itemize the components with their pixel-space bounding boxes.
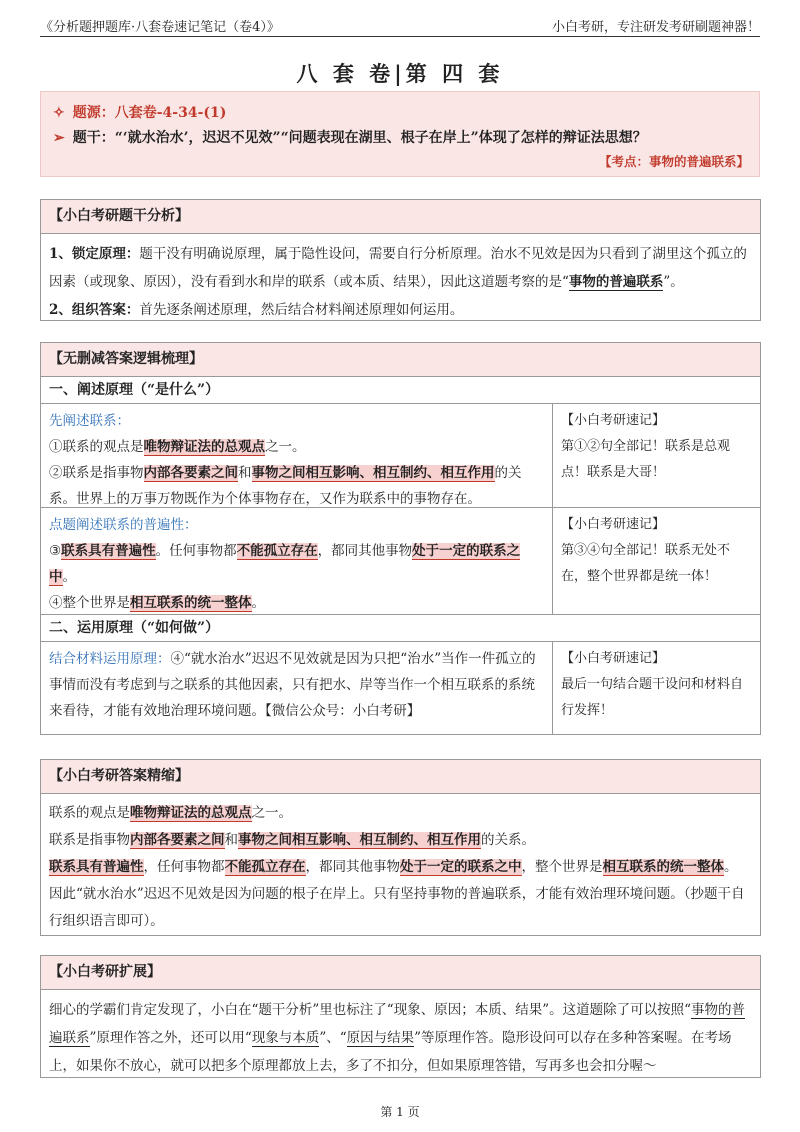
logic-row-1-note: 【小白考研速记】 第①②句全部记！联系是总观点！联系是大哥！ (561, 413, 731, 480)
logic-section-2: 二、运用原理（“如何做”） (41, 615, 760, 642)
summary-line-4: 因此“就水治水”迟迟不见效是因为问题的根子在岸上。只有坚持事物的普遍联系，才能有效治理环境问题。（抄题干自行组织语言即可）。 (49, 886, 745, 929)
arrow-icon: ➢ (53, 130, 65, 146)
logic-row-1 (41, 404, 760, 508)
question-source: ✧ 题源：八套卷-4-34-(1) (53, 105, 227, 121)
analysis-para-2: 2、组织答案：首先逐条阐述原理，然后结合材料阐述原理如何运用。 (49, 302, 464, 318)
analysis-body (41, 234, 760, 330)
page-header (40, 14, 760, 37)
analysis-para-1: 1、锁定原理：题干没有明确说原理，属于隐性设问，需要自行分析原理。治水不见效是因为只看到了湖里这个孤立的因素（或现象、原因），没有看到水和岸的联系（或本质、结果），因此这道题考察的是“事物的普遍联系”。 (49, 246, 747, 290)
extension-heading: 【小白考研扩展】 (41, 956, 760, 990)
logic-row-2-note: 【小白考研速记】 第③④句全部记！联系无处不在，整个世界都是统一体！ (561, 517, 731, 584)
header-left-text: 《分析题押题库·八套卷速记笔记（卷4）》 (40, 20, 280, 35)
logic-row-1-left (41, 404, 553, 507)
logic-row-1-title: 先阐述联系： (49, 413, 130, 429)
logic-row-2 (41, 508, 760, 615)
question-point: 【考点：事物的普遍联系】 (598, 154, 749, 169)
logic-row-3-text: 结合材料运用原理：④“就水治水”迟迟不见效就是因为只把“治水”当作一件孤立的事情而没有考虑到与之联系的其他因素，只有把水、岸等当作一个相互联系的系统来看待，才能有效地治理环境问题。【微信公众号：小白考研】 (49, 651, 536, 719)
logic-row-2-left (41, 508, 553, 614)
extension-body: 细心的学霸们肯定发现了，小白在“题干分析”里也标注了“现象、原因；本质、结果”。这道题除了可以按照“事物的普遍联系”原理作答之外，还可以用“现象与本质”、“原因与结果”等原理作答。隐形设问可以存在多种答案喔。在考场上，如果你不放心，就可以把多个原理都放上去，多了不扣分，但如果原理答错，写再多也会扣分喔～ (49, 1002, 746, 1074)
summary-line-2: 联系是指事物内部各要素之间和事物之间相互影响、相互制约、相互作用的关系。 (49, 832, 535, 848)
logic-section-1: 一、阐述原理（“是什么”） (41, 377, 760, 404)
analysis-heading: 【小白考研题干分析】 (41, 200, 760, 234)
logic-row-2-title: 点题阐述联系的普遍性： (49, 517, 198, 533)
diamond-icon: ✧ (53, 105, 65, 121)
logic-heading: 【无删减答案逻辑梳理】 (41, 343, 760, 377)
page-title: 八 套 卷|第 四 套 (296, 61, 504, 86)
summary-heading: 【小白考研答案精缩】 (41, 760, 760, 794)
logic-row-3 (41, 642, 760, 735)
logic-row-2-line-1: ③联系具有普遍性。任何事物都不能孤立存在，都同其他事物处于一定的联系之中。 (49, 543, 521, 585)
extension-card (40, 955, 761, 1078)
logic-card (40, 342, 761, 735)
logic-row-1-line-1: ①联系的观点是唯物辩证法的总观点之一。 (49, 439, 306, 455)
analysis-card (40, 199, 761, 321)
header-right-text: 小白考研，专注研发考研刷题神器！ (551, 20, 760, 35)
question-stem: ➢ 题干：“‘就水治水’，迟迟不见效”“问题表现在湖里、根子在岸上”体现了怎样的辩证法思想？ (53, 130, 647, 146)
logic-row-3-note: 【小白考研速记】 最后一句结合题干设问和材料自行发挥！ (561, 651, 744, 718)
summary-line-1: 联系的观点是唯物辩证法的总观点之一。 (49, 805, 292, 821)
logic-row-2-line-2: ④整个世界是相互联系的统一整体。 (49, 595, 265, 611)
question-box (40, 91, 760, 177)
summary-card (40, 759, 761, 936)
logic-row-3-left (41, 642, 553, 735)
page-footer: 第 1 页 (380, 1105, 420, 1119)
logic-row-1-line-2: ②联系是指事物内部各要素之间和事物之间相互影响、相互制约、相互作用的关系。世界上的万事万物既作为个体事物存在，又作为联系中的事物存在。 (49, 465, 522, 507)
summary-line-3: 联系具有普遍性，任何事物都不能孤立存在，都同其他事物处于一定的联系之中，整个世界是相互联系的统一整体。 (49, 859, 738, 875)
summary-body (41, 794, 760, 941)
